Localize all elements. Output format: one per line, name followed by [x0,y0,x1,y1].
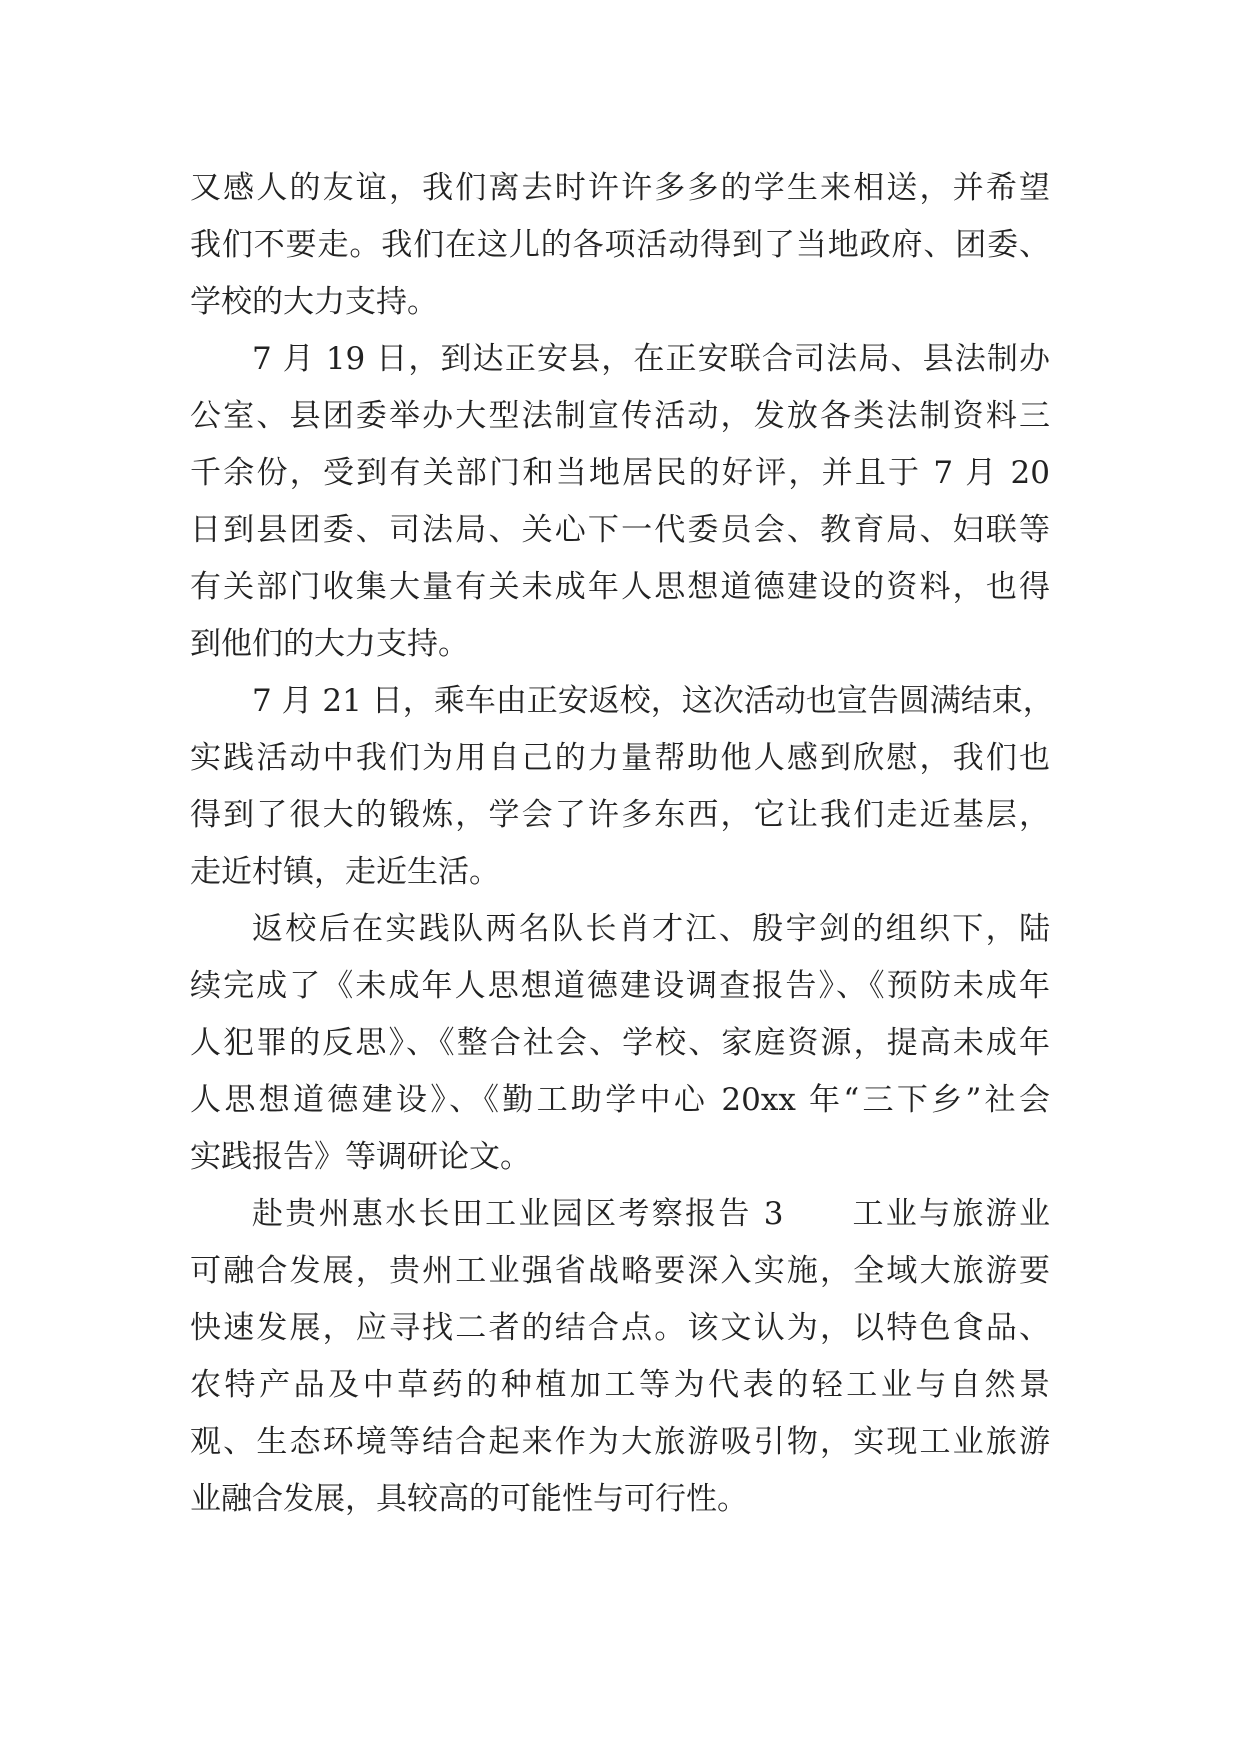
text-line: 到他们的大力支持。 [190,626,469,662]
text-line: 可融合发展，贵州工业强省战略要深入实施，全域大旅游要 [190,1253,1050,1289]
text-line: 观、生态环境等结合起来作为大旅游吸引物，实现工业旅游 [190,1424,1050,1460]
text-line: 实践活动中我们为用自己的力量帮助他人感到欣慰，我们也 [190,740,1050,776]
paragraph-first-line: 7 月 19 日，到达正安县，在正安联合司法局、县法制办 [252,341,1050,377]
text-line: 农特产品及中草药的种植加工等为代表的轻工业与自然景 [190,1367,1050,1403]
text-line: 得到了很大的锻炼，学会了许多东西，它让我们走近基层， [190,797,1050,833]
text-line: 学校的大力支持。 [190,284,438,320]
text-line: 我们不要走。我们在这儿的各项活动得到了当地政府、团委、 [190,227,1050,263]
text-line: 续完成了《未成年人思想道德建设调查报告》、《预防未成年 [190,968,1050,1004]
text-line: 业融合发展，具较高的可能性与可行性。 [190,1481,748,1517]
text-line: 有关部门收集大量有关未成年人思想道德建设的资料，也得 [190,569,1050,605]
text-line: 人犯罪的反思》、《整合社会、学校、家庭资源，提高未成年 [190,1025,1050,1061]
text-line: 人思想道德建设》、《勤工助学中心 20xx 年“三下乡”社会 [190,1082,1050,1118]
text-line: 快速发展，应寻找二者的结合点。该文认为，以特色食品、 [190,1310,1050,1346]
text-line: 实践报告》等调研论文。 [190,1139,531,1175]
text-line: 日到县团委、司法局、关心下一代委员会、教育局、妇联等 [190,512,1050,548]
text-line: 公室、县团委举办大型法制宣传活动，发放各类法制资料三 [190,398,1050,434]
text-line: 走近村镇，走近生活。 [190,854,500,890]
paragraph-first-line: 7 月 21 日，乘车由正安返校，这次活动也宣告圆满结束， [252,683,1054,719]
text-line: 千余份，受到有关部门和当地居民的好评，并且于 7 月 20 [190,455,1050,491]
paragraph-first-line: 返校后在实践队两名队长肖才江、殷宇剑的组织下，陆 [252,911,1050,947]
text-line: 又感人的友谊，我们离去时许许多多的学生来相送，并希望 [190,170,1050,206]
document-body [190,160,1054,1528]
paragraph-first-line: 赴贵州惠水长田工业园区考察报告 3 工业与旅游业 [252,1196,1050,1232]
